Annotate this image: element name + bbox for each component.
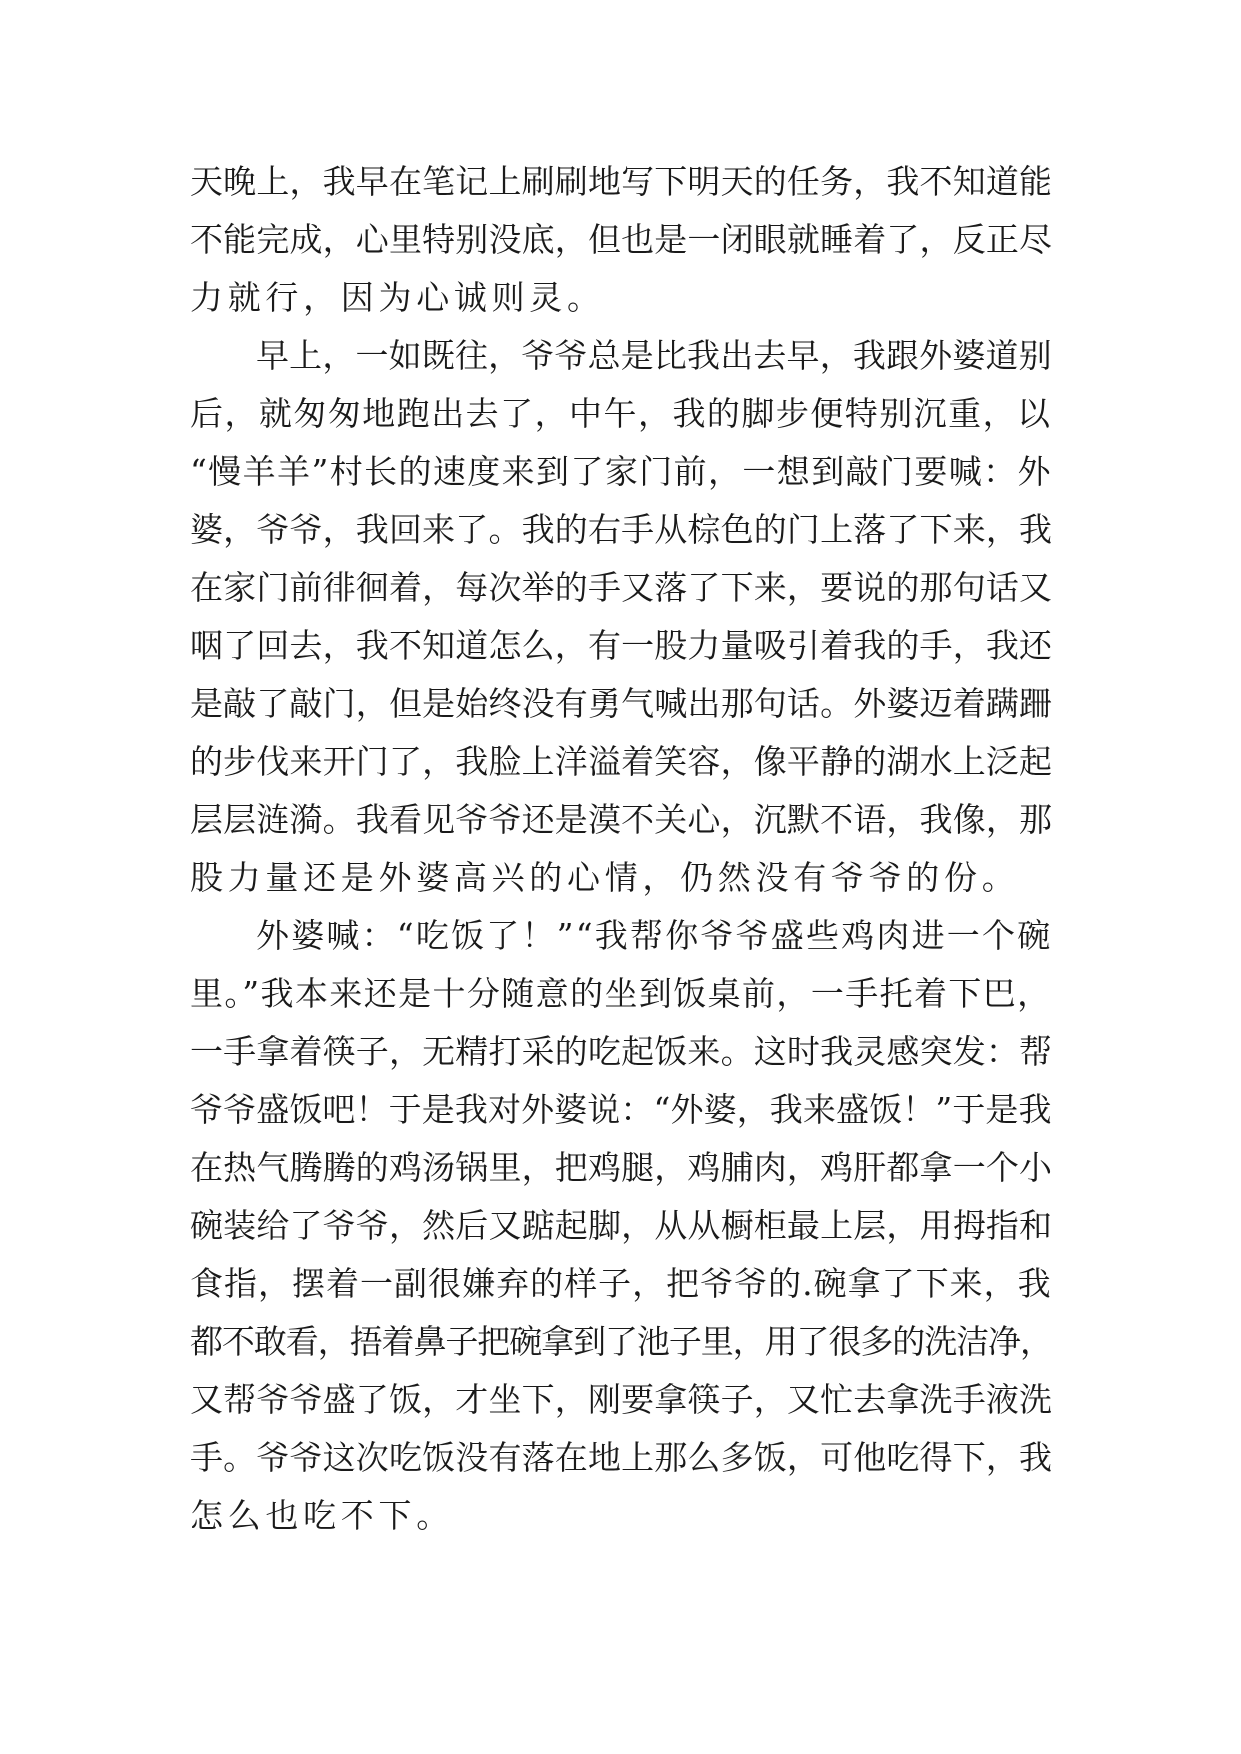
text-line: 手。爷爷这次吃饭没有落在地上那么多饭，可他吃得下，我	[190, 1438, 1053, 1477]
text-line: 一手拿着筷子，无精打采的吃起饭来。这时我灵感突发：帮	[190, 1032, 1053, 1071]
paragraph-first-line: 外婆喊：“吃饭了！”“我帮你爷爷盛些鸡肉进一个碗	[256, 916, 1053, 955]
text-line: 股力量还是外婆高兴的心情，仍然没有爷爷的份。	[190, 858, 1020, 897]
text-line: 爷爷盛饭吧！于是我对外婆说：“外婆，我来盛饭！”于是我	[190, 1090, 1052, 1129]
text-line: 后，就匆匆地跑出去了，中午，我的脚步便特别沉重，以	[190, 394, 1052, 433]
text-line: 天晚上，我早在笔记上刷刷地写下明天的任务，我不知道能	[190, 162, 1053, 201]
text-line: 不能完成，心里特别没底，但也是一闭眼就睡着了，反正尽	[190, 220, 1053, 259]
body-text	[190, 153, 1052, 1545]
text-line: 都不敢看，捂着鼻子把碗拿到了池子里，用了很多的洗洁净，	[190, 1322, 1052, 1361]
paragraph-first-line: 早上，一如既往，爷爷总是比我出去早，我跟外婆道别	[256, 336, 1052, 375]
text-line: 的步伐来开门了，我脸上洋溢着笑容，像平静的湖水上泛起	[190, 742, 1053, 781]
text-line: 食指，摆着一副很嫌弃的样子，把爷爷的.碗拿了下来，我	[190, 1264, 1052, 1303]
text-line: 里。”我本来还是十分随意的坐到饭桌前，一手托着下巴，	[190, 974, 1052, 1013]
text-line: 是敲了敲门，但是始终没有勇气喊出那句话。外婆迈着蹒跚	[190, 684, 1053, 723]
text-line: 婆，爷爷，我回来了。我的右手从棕色的门上落了下来，我	[190, 510, 1053, 549]
text-line: “慢羊羊”村长的速度来到了家门前，一想到敲门要喊：外	[190, 452, 1052, 491]
text-line: 在热气腾腾的鸡汤锅里，把鸡腿，鸡脯肉，鸡肝都拿一个小	[190, 1148, 1053, 1187]
text-line: 又帮爷爷盛了饭，才坐下，刚要拿筷子，又忙去拿洗手液洗	[190, 1380, 1053, 1419]
text-line: 碗装给了爷爷，然后又踮起脚，从从橱柜最上层，用拇指和	[190, 1206, 1053, 1245]
text-line: 层层涟漪。我看见爷爷还是漠不关心，沉默不语，我像，那	[190, 800, 1053, 839]
text-line: 力就行，因为心诚则灵。	[190, 278, 605, 317]
text-line: 怎么也吃不下。	[190, 1496, 454, 1535]
text-line: 在家门前徘徊着，每次举的手又落了下来，要说的那句话又	[190, 568, 1053, 607]
text-line: 咽了回去，我不知道怎么，有一股力量吸引着我的手，我还	[190, 626, 1053, 665]
